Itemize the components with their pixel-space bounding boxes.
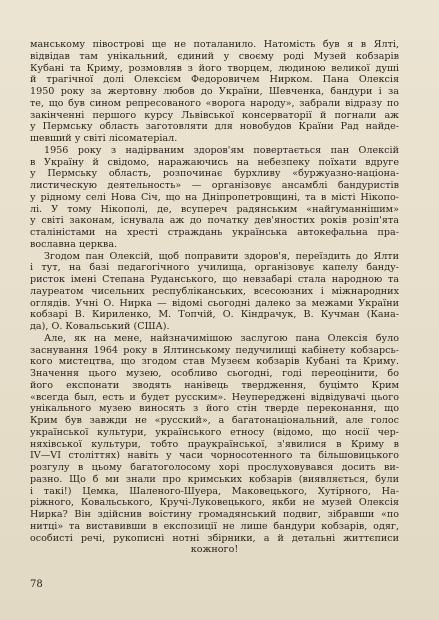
text-line: ріжного, Ковальського, Кручі-Луковецького, якби не музей Олексія	[30, 497, 399, 509]
text-line: Крим був завжди не «русский», а багатонаціональний, але голос	[30, 415, 399, 426]
text-line: те, що був сином репресованого «ворога народу», забрали відразу по	[30, 97, 399, 109]
text-line: лі. У тому Нікополі, де, всупереч радянським «найгуманнішим»	[30, 203, 399, 215]
text-line: 1956 року з надірваним здоров'ям повертається пан Олексій	[44, 144, 399, 156]
text-line: шевший у світі лісоматеріал.	[30, 133, 178, 144]
text-line: сталіністами на хресті страждань українська автокефальна пра-	[30, 227, 399, 238]
paragraph	[30, 39, 399, 145]
text-line: унікального музею виносять з його стін тверде переконання, що	[30, 403, 399, 415]
text-line: лауреатом чисельних республіканських, всесоюзних і міжнародних	[30, 285, 399, 297]
text-line: і тут, на базі педагогічного училища, організовує капелу банду-	[30, 262, 399, 274]
paragraph	[30, 333, 399, 556]
text-line: оглядів. Учні О. Нирка — відомі сьогодні далеко за межами України	[30, 297, 399, 309]
text-line: ристок імені Степана Руданського, що невзабарі стала народною та	[30, 274, 399, 285]
text-line: й трагічної долі Олексієм Федоровичем Нирком. Пана Олексія	[30, 74, 399, 86]
text-line: Але, як на мене, найзначимішою заслугою пана Олексія було	[44, 332, 399, 344]
text-line: закінченні першого курсу Львівської консерваторії й погнали аж	[30, 109, 399, 121]
text-line: да), О. Ковальський (США).	[30, 321, 170, 332]
text-line: Згодом пан Олексій, щоб поправити здоров'я, переїздить до Ялти	[44, 250, 399, 262]
text-line: в Україну й свідомо, наражаючись на небезпеку поїхати вдруге	[30, 156, 399, 168]
paragraph	[30, 145, 399, 251]
text-line: «всегда был, есть и будет русским». Неупереджені відвідувачі цього	[30, 391, 399, 403]
text-line: особисті речі, рукописні нотні збірники, а й детальні життєписи	[30, 532, 399, 544]
text-line: разно. Що б ми знали про кримських кобзарів (виявляється, були	[30, 473, 399, 485]
text-line: у Пермську область заготовляти для новобудов Країни Рад найде-	[30, 121, 399, 133]
text-line: IV—VI століттях) навіть у часи чорносотенного та більшовицького	[30, 450, 399, 462]
text-line: розгулу в цьому багатоголосому хорі прослуховувався досить ви-	[30, 462, 399, 473]
text-line: вославна церква.	[30, 238, 118, 250]
text-line: і такі!) Цемка, Шаленого-Шуера, Маковецького, Хутірного, На-	[30, 485, 399, 497]
text-line: Кубані та Криму, розмовляв з його творцем, людиною великої душі	[30, 62, 399, 74]
text-line: кожного!	[190, 544, 239, 556]
text-line: української культури, українського етносу (відомо, що носії чер-	[30, 426, 399, 438]
text-line: кобзарі В. Кириленко, М. Топчій, О. Кіндрачук, В. Кучман (Кана-	[30, 309, 399, 321]
text-line: у Пермську область, розпочинає бурхливу «буржуазно-націона-	[30, 168, 399, 180]
text-line: манському півострові ще не поталанило. Натомість був я в Ялті,	[30, 39, 399, 50]
text-line: 1950 року за жертовну любов до України, Шевченка, бандури і за	[30, 86, 399, 97]
text-line: відвідав там унікальний, єдиний у своєму роді Музей кобзарів	[30, 50, 399, 62]
body-text	[30, 39, 399, 556]
text-line: заснування 1964 року в Ялтинському педучилищі кабінету кобзарсь-	[30, 344, 399, 356]
paragraph	[30, 251, 399, 333]
text-line: Значення цього музею, особливо сьогодні, годі переоцінити, бо	[30, 368, 399, 379]
text-line: у рідному селі Нова Січ, що на Дніпропетровщині, та в місті Нікопо-	[30, 191, 399, 203]
page-number: 78	[30, 579, 43, 590]
text-line: у світі законам, існувала аж до початку дев'яностих років розіп'ята	[30, 215, 399, 227]
text-line: Нирка? Він здійснив воістину громадянський подвиг, зібравши «по	[30, 509, 399, 520]
text-line: няхівської культури, тобто праукраїнської, з'явилися в Криму в	[30, 438, 399, 450]
text-line: листическую деятельность» — організовує ансамблі бандуристів	[30, 180, 399, 191]
text-line: його експонати зводять нанівець твердження, буцімто Крим	[30, 379, 399, 391]
text-line: кого мистецтва, що згодом став Музеєм кобзарів Кубані та Криму.	[30, 356, 399, 368]
text-line: нитці» та виставивши в експозиції не лише бандури кобзарів, одяг,	[30, 520, 399, 532]
